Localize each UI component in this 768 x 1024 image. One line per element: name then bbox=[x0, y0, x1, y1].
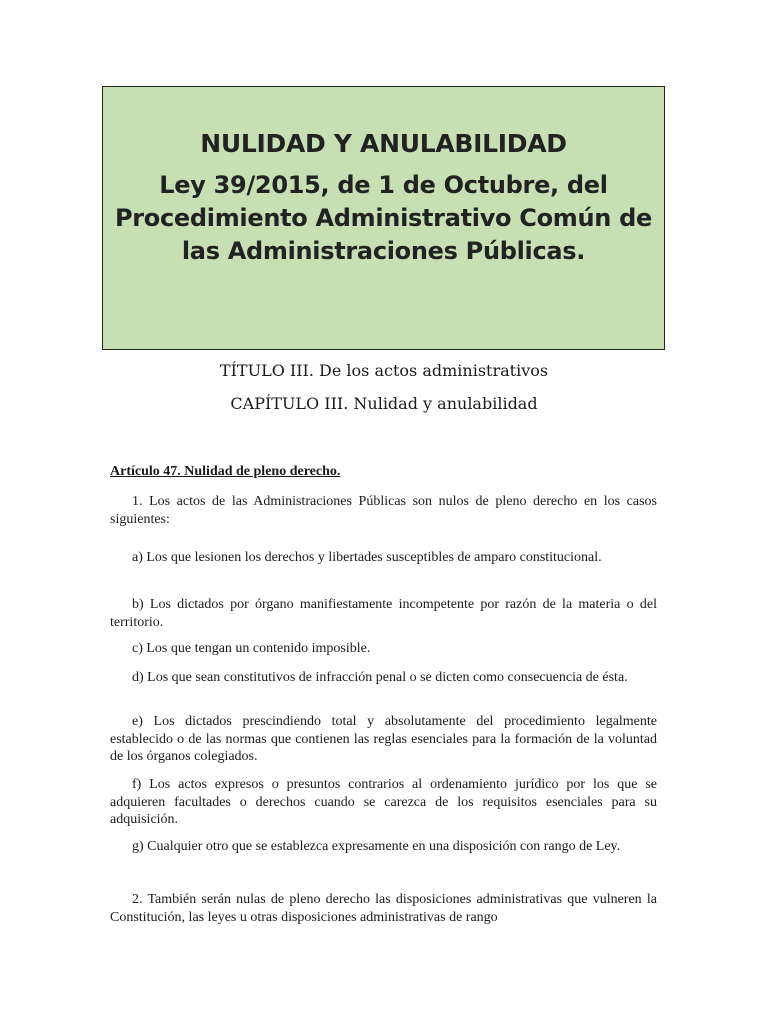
paragraph-d: d) Los que sean constitutivos de infracción penal o se dicten como consecuencia de ésta. bbox=[132, 670, 628, 685]
paragraph-g: g) Cualquier otro que se establezca expresamente en una disposición con rango de Ley. bbox=[132, 839, 621, 854]
capitulo-heading: CAPÍTULO III. Nulidad y anulabilidad bbox=[230, 394, 538, 413]
paragraph-c: c) Los que tengan un contenido imposible. bbox=[132, 641, 371, 656]
title-box bbox=[102, 86, 665, 350]
paragraph-f: f) Los actos expresos o presuntos contrarios al ordenamiento jurídico por los que se adquieren facultades o derechos cuando se carezca de los requisitos esenciales para su adquisición. bbox=[110, 777, 657, 827]
paragraph-1: 1. Los actos de las Administraciones Públicas son nulos de pleno derecho en los casos siguientes: bbox=[110, 494, 657, 527]
document-title: NULIDAD Y ANULABILIDAD bbox=[200, 129, 567, 158]
paragraph-2: 2. También serán nulas de pleno derecho las disposiciones administrativas que vulneren la Constitución, las leyes u otras disposiciones administrativas de rango bbox=[110, 892, 657, 925]
paragraph-b: b) Los dictados por órgano manifiestamente incompetente por razón de la materia o del territorio. bbox=[110, 597, 657, 630]
law-title: Ley 39/2015, de 1 de Octubre, del Procedimiento Administrativo Común de las Administraciones Públicas. bbox=[114, 171, 652, 265]
titulo-heading: TÍTULO III. De los actos administrativos bbox=[219, 361, 549, 380]
article-title: Artículo 47. Nulidad de pleno derecho. bbox=[110, 464, 341, 479]
paragraph-a: a) Los que lesionen los derechos y libertades susceptibles de amparo constitucional. bbox=[132, 550, 602, 565]
paragraph-e: e) Los dictados prescindiendo total y absolutamente del procedimiento legalmente establecido o de las normas que contienen las reglas esenciales para la formación de la voluntad de los órganos colegiados. bbox=[110, 714, 657, 764]
